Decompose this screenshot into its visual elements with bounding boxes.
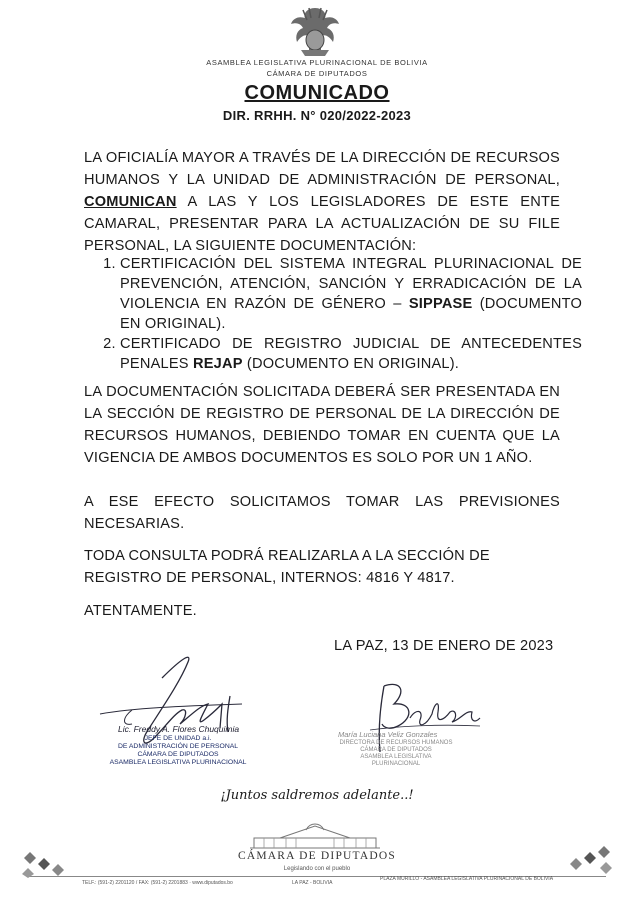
left-signatory-role-4: ASAMBLEA LEGISLATIVA PLURINACIONAL (109, 759, 247, 766)
left-signatory-role-2: DE ADMINISTRACIÓN DE PERSONAL (117, 743, 239, 750)
left-signatory-role-3: CÁMARA DE DIPUTADOS (137, 751, 219, 758)
item-2-text-a: CERTIFICADO DE REGISTRO JUDICIAL DE ANTECEDENTES PENALES (120, 336, 582, 372)
coat-of-arms-icon (285, 6, 345, 58)
institution-name: ASAMBLEA LEGISLATIVA PLURINACIONAL DE BOLIVIA (206, 58, 428, 67)
item-1-text-a: CERTIFICACIÓN DEL SISTEMA INTEGRAL PLURINACIONAL DE PREVENCIÓN, ATENCIÓN, SANCIÓN Y ERRADICACIÓN DE LA VIOLENCIA EN RAZÓN DE GÉNERO – (120, 256, 582, 312)
footer-left-ornament-icon (20, 848, 68, 878)
right-signatory-role-3: ASAMBLEA LEGISLATIVA PLURINACIONAL (360, 754, 432, 767)
footer-chamber-name: CÁMARA DE DIPUTADOS (238, 850, 396, 862)
footer-phones: TELF.: (591-2) 2201120 / FAX: (591-2) 2201883 · www.diputados.bo (82, 880, 233, 886)
left-signatory-role-1: JEFE DE UNIDAD a.i. (144, 735, 212, 742)
legislative-palace-icon (240, 818, 390, 852)
list-item-rejap (120, 334, 582, 374)
closing-text: ATENTAMENTE. (84, 603, 197, 619)
submission-paragraph: LA DOCUMENTACIÓN SOLICITADA DEBERÁ SER PRESENTADA EN LA SECCIÓN DE REGISTRO DE PERSONAL DE LA DIRECCIÓN DE RECURSOS HUMANOS, DEBIENDO TOMAR EN CUENTA QUE LA VIGENCIA DE AMBOS DOCUMENTOS ES SOLO POR UN 1 AÑO. (84, 384, 560, 466)
right-signatory-name: María Luciana Veliz Gonzales (338, 730, 438, 739)
item-1-bold: SIPPASE (408, 296, 473, 312)
inquiry-paragraph: TODA CONSULTA PODRÁ REALIZARLA A LA SECCIÓN DE REGISTRO DE PERSONAL, INTERNOS: 4816 Y 4817. (84, 548, 490, 586)
list-item-sippase (120, 254, 582, 334)
item-2-text-b: (DOCUMENTO EN ORIGINAL). (242, 356, 460, 372)
intro-paragraph (84, 147, 560, 257)
motto: ¡Juntos saldremos adelante..! (220, 788, 414, 803)
document-list (100, 254, 582, 374)
footer-slogan: Legislando con el pueblo (283, 866, 351, 872)
provisions-paragraph: A ESE EFECTO SOLICITAMOS TOMAR LAS PREVISIONES NECESARIAS. (84, 494, 560, 532)
document-title: COMUNICADO (244, 82, 390, 104)
footer-address: PLAZA MURILLO - ASAMBLEA LEGISLATIVA PLURINACIONAL DE BOLIVIA (380, 876, 554, 882)
intro-bold-text: COMUNICAN (84, 194, 177, 210)
document-reference: DIR. RRHH. N° 020/2022-2023 (222, 108, 412, 123)
item-1-text-b: (DOCUMENTO EN ORIGINAL). (120, 296, 582, 332)
chamber-name: CÁMARA DE DIPUTADOS (266, 69, 368, 78)
right-signatory-role-2: CÁMARA DE DIPUTADOS (360, 747, 432, 753)
left-signatory-name: Lic. Freddy A. Flores Chuquimia (118, 724, 240, 734)
item-2-bold: REJAP (192, 356, 243, 372)
footer-right-ornament-icon (566, 844, 614, 874)
document-date: LA PAZ, 13 DE ENERO DE 2023 (334, 638, 554, 654)
intro-text-1: LA OFICIALÍA MAYOR A TRAVÉS DE LA DIRECCIÓN DE RECURSOS HUMANOS Y LA UNIDAD DE ADMINISTRACIÓN DE PERSONAL, (84, 150, 560, 188)
intro-text-2: A LAS Y LOS LEGISLADORES DE ESTE ENTE CAMARAL, PRESENTAR PARA LA ACTUALIZACIÓN DE SU FILE PERSONAL, LA SIGUIENTE DOCUMENTACIÓN: (84, 194, 560, 254)
footer-city: LA PAZ - BOLIVIA (292, 880, 333, 886)
right-signatory-role-1: DIRECTORA DE RECURSOS HUMANOS (339, 740, 453, 746)
